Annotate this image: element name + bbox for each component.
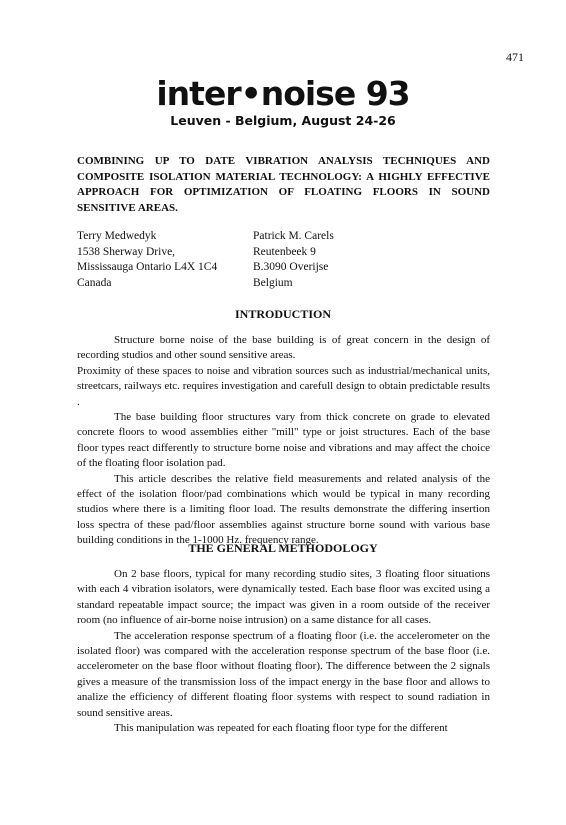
author-name: Terry Medwedyk	[77, 230, 157, 242]
paragraph: This article describes the relative field measurements and related analysis of the effect of the isolation floor/pad combinations which would be typical in many recording studios where there is a limiting floor load. The results demonstrate the differing insertion loss spectra of these pad/floor assemblies against structure borne sound with various base building conditions in the 1-1000 Hz. frequency range.	[77, 472, 490, 547]
section-heading-methodology: THE GENERAL METHODOLOGY	[188, 541, 378, 555]
methodology-body	[77, 567, 490, 736]
paragraph: On 2 base floors, typical for many recording studio sites, 3 floating floor situations with each 4 vibration isolators, were dynamically tested. Each base floor was excited using a standard repeatable impact source; the impact was given in a room outside of the receiver room (no influence of air-borne noise intrusion) on a same distance for all cases.	[77, 568, 490, 627]
author-block-2	[253, 229, 334, 291]
paragraph: The base building floor structures vary from thick concrete on grade to elevated concrete floors to wood assemblies either "mill" type or joist structures. Each of the base floor types react differently to structure borne noise and vibrations and may affect the choice of the floating floor isolation pad.	[77, 411, 490, 470]
introduction-body	[77, 333, 490, 549]
author-name: Patrick M. Carels	[253, 230, 334, 242]
author-block-1	[77, 229, 217, 291]
author-address-line: 1538 Sherway Drive,	[77, 245, 176, 258]
paragraph: This manipulation was repeated for each floating floor type for the different	[114, 722, 448, 735]
paragraph: The acceleration response spectrum of a floating floor (i.e. the accelerometer on the isolated floor) was compared with the acceleration response spectrum of the base floor (i.e. accelerometer on the base floor without floating floor). The difference between the 2 signals gives a measure of the transmission loss of the impact energy in the base floor and allows to analize the efficiency of different floating floor systems with respect to sound radiation in sound sensitive areas.	[77, 629, 490, 719]
paragraph: Proximity of these spaces to noise and vibration sources such as industrial/mechanical units, streetcars, railways etc. requires investigation and carefull design to obtain predictable results .	[77, 364, 490, 408]
section-heading-introduction: INTRODUCTION	[234, 307, 331, 321]
page-number: 471	[506, 50, 524, 64]
author-address-line: Canada	[77, 276, 112, 289]
conference-logo: inter•noise 93	[156, 74, 410, 113]
conference-location-date: Leuven - Belgium, August 24-26	[170, 113, 396, 128]
paper-title: COMBINING UP TO DATE VIBRATION ANALYSIS TECHNIQUES AND COMPOSITE ISOLATION MATERIAL TECHNOLOGY: A HIGHLY EFFECTIVE APPROACH FOR OPTIMIZATION OF FLOATING FLOORS IN SOUND SENSITIVE AREAS.	[77, 155, 490, 214]
author-address-line: B.3090 Overijse	[253, 261, 329, 273]
author-address-line: Belgium	[253, 276, 293, 289]
paragraph: Structure borne noise of the base building is of great concern in the design of recording studios and other sound sensitive areas.	[77, 334, 490, 362]
author-address-line: Reutenbeek 9	[253, 245, 316, 258]
author-address-line: Mississauga Ontario L4X 1C4	[77, 261, 218, 273]
